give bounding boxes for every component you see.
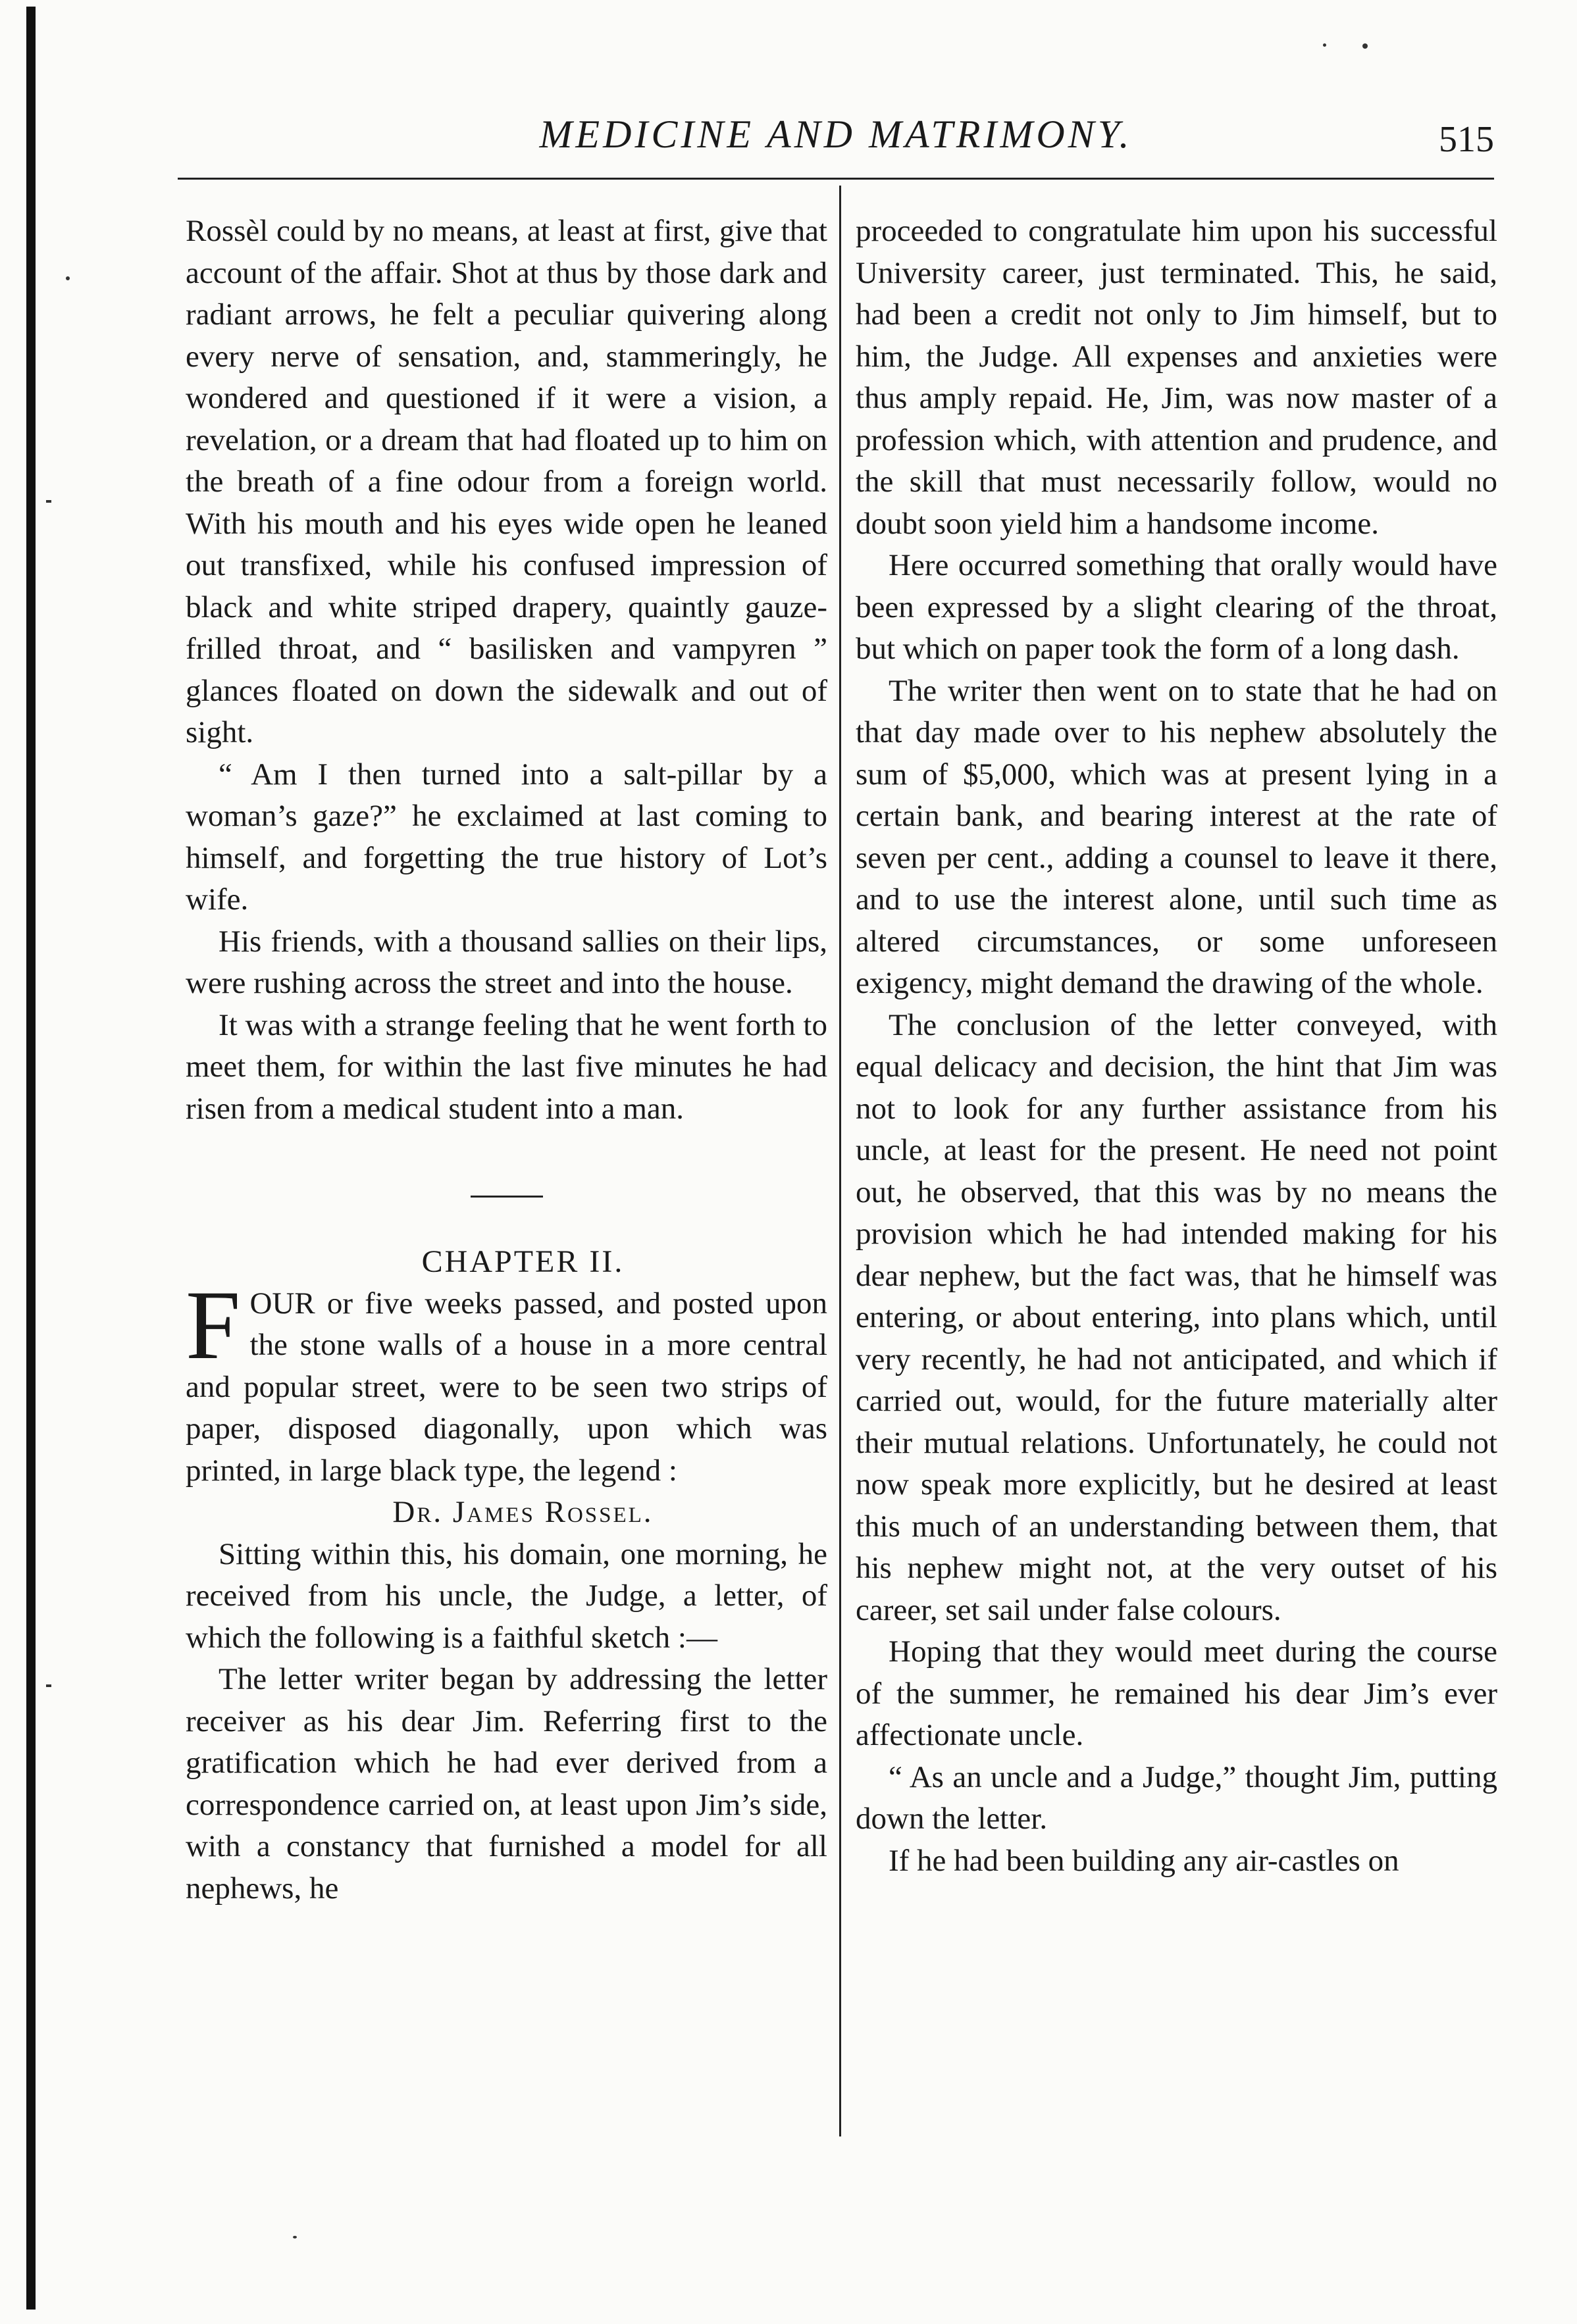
running-title: MEDICINE AND MATRIMONY. [539,113,1133,156]
sign-legend: Dr. James Rossel. [392,1495,654,1529]
paragraph: “ Am I then turned into a salt-pillar by a woman’s gaze?” he exclaimed at last coming to himself, and forgetting the true history of Lot’s wife. [186,757,827,917]
chapter-heading: CHAPTER II. [421,1244,625,1279]
paragraph: The conclusion of the letter conveyed, with equal delicacy and decision, the hint that Jim was not to look for any further assistance from his uncle, at least for the present. He need not point out, he observed, that this was by no means the provision which he had intended making for his dear nephew, but the fact was, that he himself was entering, or about entering, into plans which, until very recently, he had not anticipated, and which if carried out, would, for the future materially alter their mutual relations. Unfortunately, he could not now speak more explicitly, but he desired at least this much of an understanding between them, that his nephew might not, at the very outset of his career, set sail under false colours. [856,1007,1497,1627]
ink-speck [1362,43,1368,49]
paragraph: Hoping that they would meet during the course of the summer, he remained his dear Jim’s ever affectionate uncle. [856,1634,1497,1752]
ink-speck [66,276,70,280]
header-rule [178,178,1494,180]
paragraph: Rossèl could by no means, at least at first, give that account of the affair. Shot at thus by those dark and radiant arrows, he felt a peculiar quivering along every nerve of sensation, and, stammeringly, he wondered and questioned if it were a vision, a revelation, or a dream that had floated up to him on the breath of a fine odour from a foreign world. With his mouth and his eyes wide open he leaned out transfixed, while his confused impression of black and white striped drapery, quaintly gauze-frilled throat, and “ basilisken and vampyren ” glances floated on down the sidewalk and out of sight. [186,214,827,749]
paragraph: proceeded to congratulate him upon his successful University career, just terminated. This, he said, had been a credit not only to Jim himself, but to him, the Judge. All expenses and anxieties were thus amply repaid. He, Jim, was now master of a profession which, with attention and prudence, and the skill that must necessarily follow, would no doubt soon yield him a handsome income. [856,214,1497,541]
section-separator [471,1196,543,1198]
paragraph: His friends, with a thousand sallies on their lips, were rushing across the street and into the house. [186,924,827,1000]
ink-speck [293,2236,297,2238]
page-header [178,105,1494,164]
paragraph: If he had been building any air-castles on [889,1843,1399,1878]
spine-mark [46,1684,51,1687]
column-divider [839,186,841,2136]
paragraph: Here occurred something that orally would have been expressed by a slight clearing of the throat, but which on paper took the form of a long dash. [856,548,1497,666]
paragraph: The letter writer began by addressing the letter receiver as his dear Jim. Referring first to the gratification which he had ever derived from a correspondence carried on, at least upon Jim’s side, with a constancy that furnished a model for all nephews, he [186,1662,827,1906]
ink-speck [1323,43,1326,47]
paragraph: Sitting within this, his domain, one morning, he received from his uncle, the Judge, a letter, of which the following is a faithful sketch :— [186,1536,827,1655]
page-number: 515 [1439,119,1494,160]
right-column [856,211,1497,1882]
paragraph: “ As an uncle and a Judge,” thought Jim, putting down the letter. [856,1759,1497,1836]
drop-cap: F [186,1270,241,1380]
chapter-opening-text: OUR or five weeks passed, and posted upon the stone walls of a house in a more central and popular street, were to be seen two strips of paper, disposed diagonally, upon which was printed, in large black type, the legend : [186,1286,827,1488]
paragraph: It was with a strange feeling that he went forth to meet them, for within the last five minutes he had risen from a medical student into a man. [186,1007,827,1126]
chapter-opening-paragraph [186,1270,827,1492]
paragraph: The writer then went on to state that he had on that day made over to his nephew absolutely the sum of $5,000, which was at present lying in a certain bank, and bearing interest at the rate of seven per cent., adding a counsel to leave it there, and to use the interest alone, until such time as altered circumstances, or some unforeseen exigency, might demand the drawing of the whole. [856,673,1497,1000]
page-spine-edge [26,7,36,2310]
left-column [186,211,827,1909]
spine-mark [46,500,51,503]
